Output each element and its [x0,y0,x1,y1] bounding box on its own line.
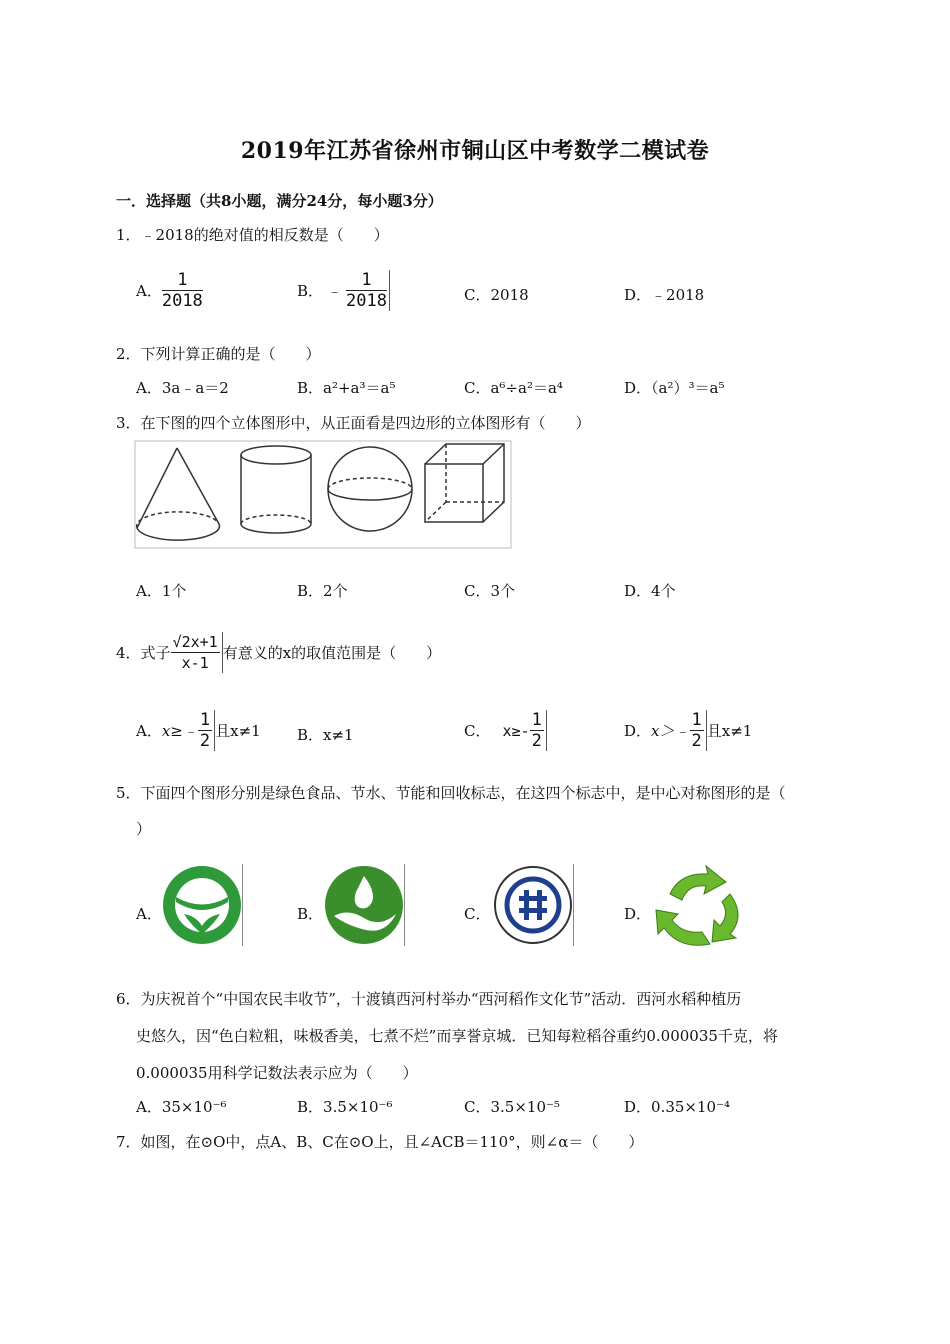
q5-option-d-label: D． [624,905,652,923]
question-1-stem: 1．﹣2018的绝对值的相反数是（ ） [116,226,389,244]
q4-option-a-cond: 且x≠1 [215,722,261,740]
q4-option-c-ineq: x≥- [502,721,530,740]
q4-option-c: C． x≥- $\frac{1}{2}$ [464,710,547,751]
q2-option-b: B．a²+a³＝a⁵ [297,379,396,397]
q4-expression: $\frac{√2x+1}{x-1}$ [171,632,223,673]
cube-figure [425,444,504,522]
q5-option-a-label: A． [136,905,162,923]
question-5-stem-line1: 5．下面四个图形分别是绿色食品、节水、节能和回收标志，在这四个标志中，是中心对称图形的是（ [116,784,786,802]
q1-option-a [136,270,203,311]
q3-option-b: B．2个 [297,582,348,600]
q6-option-b: B．3.5×10⁻⁶ [297,1098,393,1116]
question-3-stem: 3．在下图的四个立体图形中，从正面看是四边形的立体图形有（ ） [116,414,591,432]
q4-suffix: 有意义的x的取值范围是（ ） [222,644,442,662]
q4-option-d: D．x＞﹣ $\frac{1}{2}$ 且x≠1 [624,710,753,751]
q6-option-d: D．0.35×10⁻⁴ [624,1098,731,1116]
q3-option-a: A．1个 [136,582,187,600]
q4-prefix: 4．式子 [116,644,171,662]
q2-option-a: A．3a﹣a＝2 [136,379,229,397]
q4-option-c-fraction: $\frac{1}{2}$ [530,710,547,751]
solid-figures-image [134,440,512,550]
q4-option-a: A．x≥﹣ $\frac{1}{2}$ 且x≠1 [136,710,261,751]
q1-option-d: D．﹣2018 [624,286,705,304]
question-4-stem [116,632,441,673]
section-heading: 一．选择题（共8小题，满分24分，每小题3分） [116,192,443,210]
q6-option-a: A．35×10⁻⁶ [136,1098,227,1116]
q5-option-b-label: B． [297,905,324,923]
question-5-stem-line2: ） [136,820,152,838]
q2-option-d: D．（a²）³＝a⁵ [624,379,725,397]
q1-option-c: C．2018 [464,286,529,304]
green-food-logo-icon [162,864,244,946]
cylinder-figure [241,446,311,533]
q4-option-d-fraction: $\frac{1}{2}$ [690,710,707,751]
q3-option-c: C．3个 [464,582,516,600]
q4-option-b: B．x≠1 [297,726,354,744]
q1-option-a-fraction: $\frac{1}{2018}$ [161,270,203,311]
q1-option-b-label: B． [297,282,324,300]
figure-frame [135,441,511,548]
page-title: 2019年江苏省徐州市铜山区中考数学二模试卷 [240,138,710,164]
question-6-line1: 6．为庆祝首个“中国农民丰收节”，十渡镇西河村举办“西河稻作文化节”活动．西河水稻种植历 [116,990,742,1008]
question-6-line2: 史悠久，因“色白粒粗，味极香美，七煮不烂”而享誉京城．已知每粒稻谷重约0.000035千克，将 [136,1027,778,1045]
energy-saving-logo-icon [493,864,575,946]
q1-option-b-fraction: $\frac{1}{2018}$ [346,270,390,311]
q4-option-d-cond: 且x≠1 [706,722,753,740]
q4-option-a-ineq: x≥﹣ [161,722,198,740]
q4-option-a-fraction: $\frac{1}{2}$ [198,710,215,751]
q1-option-b [297,270,390,311]
sphere-figure [328,447,412,531]
q5-option-c-label: C． [464,905,491,923]
question-6-line3: 0.000035用科学记数法表示应为（ ） [136,1064,418,1082]
cone-figure [137,448,220,540]
question-2-stem: 2．下列计算正确的是（ ） [116,345,321,363]
q1-option-b-sign: ﹣ [327,282,343,300]
q2-option-c: C．a⁶÷a²＝a⁴ [464,379,563,397]
q3-option-d: D．4个 [624,582,676,600]
q1-option-a-label: A． [136,282,162,300]
question-7-stem: 7．如图，在⊙O中，点A、B、C在⊙O上，且∠ACB＝110°，则∠α＝（ ） [116,1133,644,1151]
water-saving-logo-icon [324,864,406,946]
q6-option-c: C．3.5×10⁻⁵ [464,1098,560,1116]
q4-option-d-ineq: x＞﹣ [651,722,690,740]
recycle-logo-icon [650,864,748,952]
